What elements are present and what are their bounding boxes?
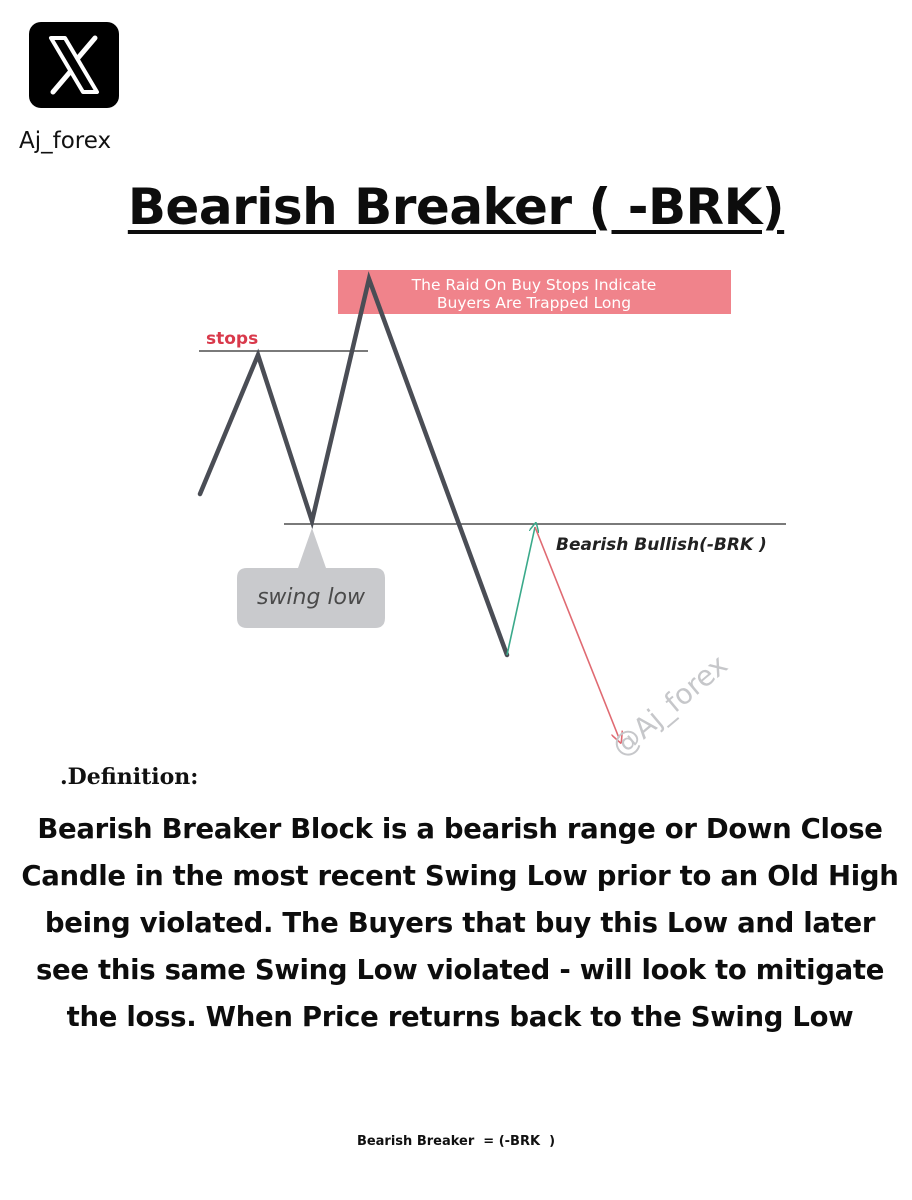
watermark: @Aj_forex [605,648,734,764]
stops-label: stops [206,329,259,349]
swing-low-label: swing low [256,585,366,610]
author-handle: Aj_forex [19,128,112,154]
swing-low-callout [237,528,385,628]
raid-note-line1: The Raid On Buy Stops Indicate [411,276,657,294]
retrace-up-arrow [507,527,535,655]
definition-label: .Definition: [60,764,199,790]
definition-text: Bearish Breaker Block is a bearish range or Down Close Candle in the most recent Swing Low prior to an Old High being violated. The Buyers that buy this Low and later see this same Swing Low violated - will look to mitigate the loss. When Price returns back to the Swing Low [21,813,899,1033]
footer-formula: Bearish Breaker = (-BRK ) [356,1134,556,1149]
breaker-label: Bearish Bullish(-BRK ) [556,535,767,555]
drop-down-arrow [535,527,619,738]
raid-note-line2: Buyers Are Trapped Long [436,294,632,312]
page-title: Bearish Breaker ( -BRK) [127,178,785,236]
